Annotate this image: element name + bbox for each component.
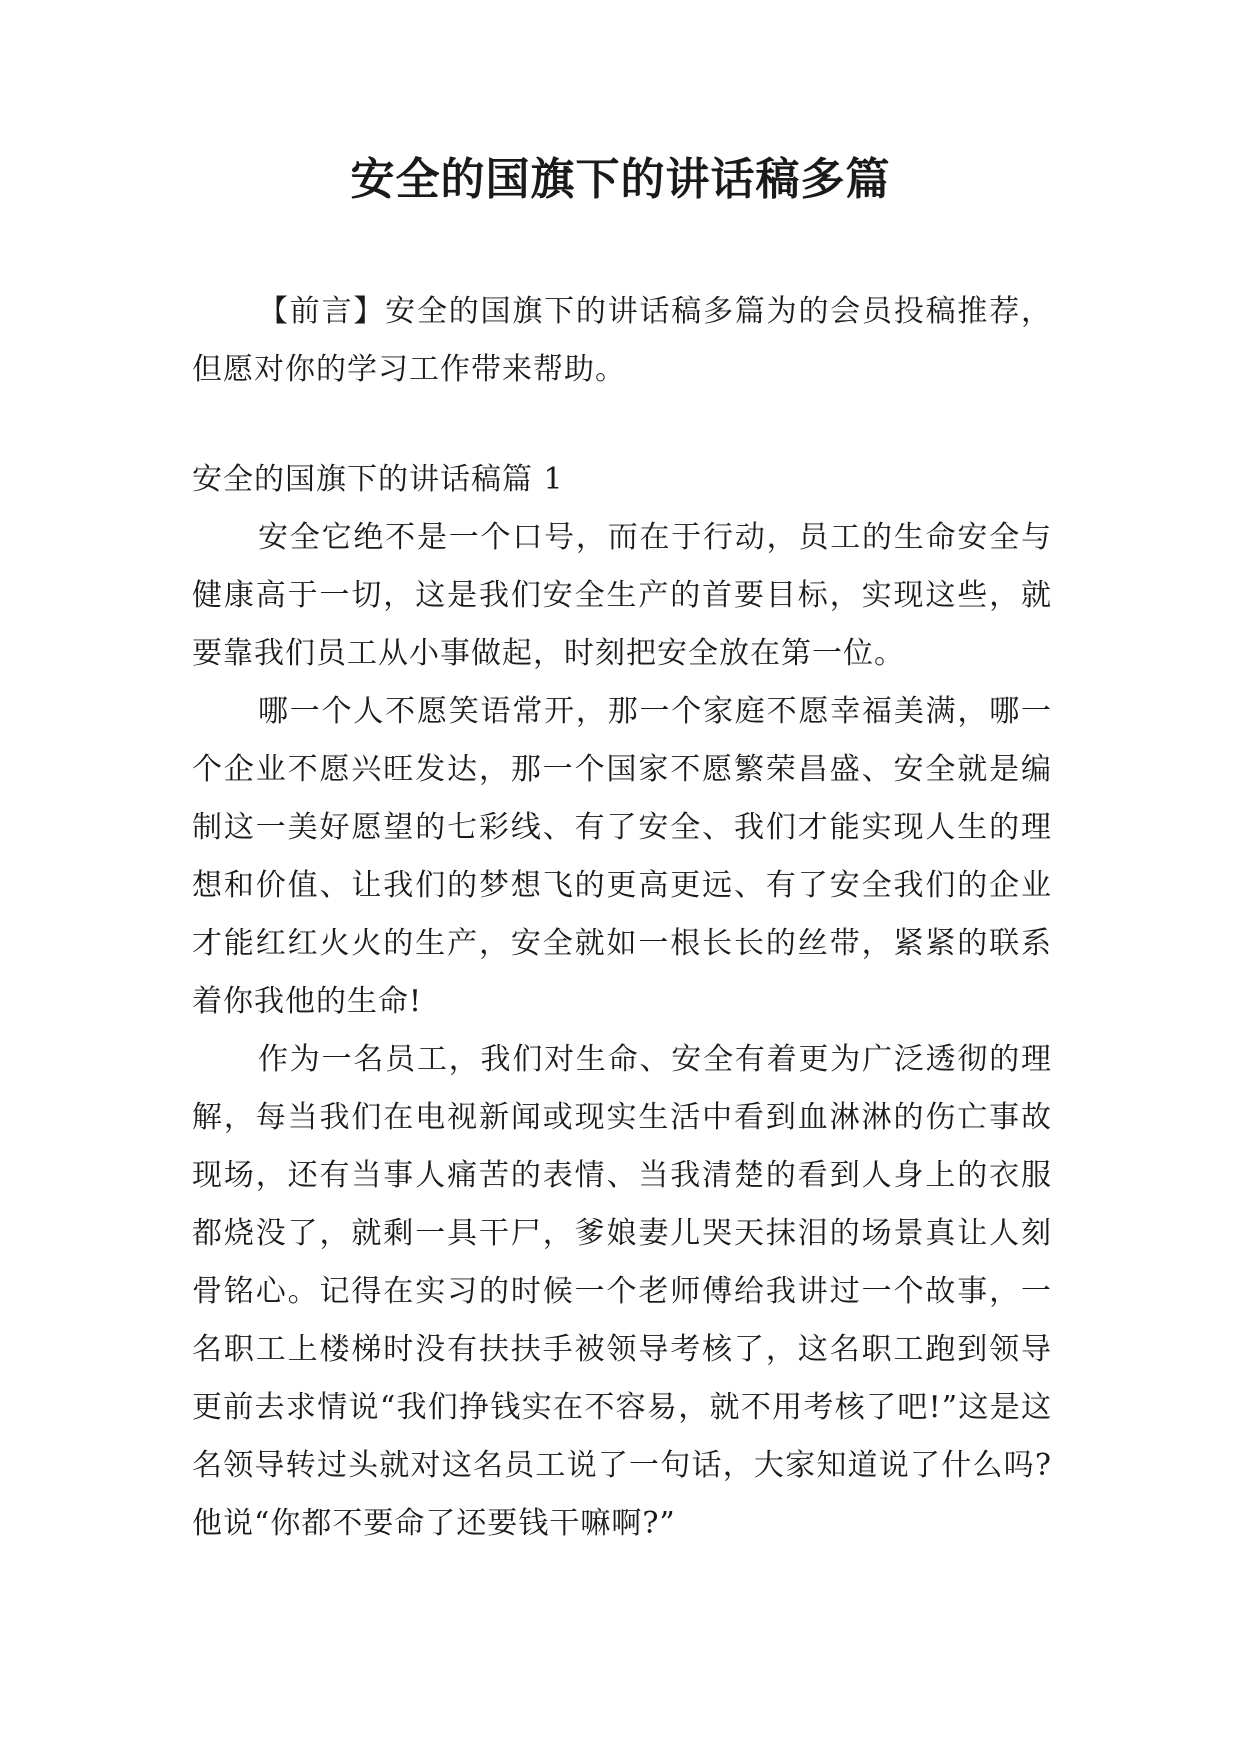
section-heading: 安全的国旗下的讲话稿篇 1 bbox=[192, 462, 564, 497]
section-spacer bbox=[192, 399, 1052, 451]
document-title: 安全的国旗下的讲话稿多篇 bbox=[350, 154, 891, 205]
preface-paragraph: 【前言】安全的国旗下的讲话稿多篇为的会员投稿推荐，但愿对你的学习工作带来帮助。 bbox=[192, 294, 1052, 387]
body-paragraph: 安全它绝不是一个口号，而在于行动，员工的生命安全与健康高于一切，这是我们安全生产的首要目标，实现这些，就要靠我们员工从小事做起，时刻把安全放在第一位。 bbox=[192, 520, 1052, 671]
document-body bbox=[192, 283, 1052, 1553]
body-paragraph: 哪一个人不愿笑语常开，那一个家庭不愿幸福美满，哪一个企业不愿兴旺发达，那一个国家不愿繁荣昌盛、安全就是编制这一美好愿望的七彩线、有了安全、我们才能实现人生的理想和价值、让我们的梦想飞的更高更远、有了安全我们的企业才能红红火火的生产，安全就如一根长长的丝带，紧紧的联系着你我他的生命! bbox=[192, 694, 1052, 1019]
body-paragraph: 作为一名员工，我们对生命、安全有着更为广泛透彻的理解，每当我们在电视新闻或现实生活中看到血淋淋的伤亡事故现场，还有当事人痛苦的表情、当我清楚的看到人身上的衣服都烧没了，就剩一具干尸，爹娘妻儿哭天抹泪的场景真让人刻骨铭心。记得在实习的时候一个老师傅给我讲过一个故事，一名职工上楼梯时没有扶扶手被领导考核了，这名职工跑到领导更前去求情说“我们挣钱实在不容易，就不用考核了吧!”这是这名领导转过头就对这名员工说了一句话，大家知道说了什么吗?他说“你都不要命了还要钱干嘛啊?” bbox=[192, 1042, 1052, 1541]
